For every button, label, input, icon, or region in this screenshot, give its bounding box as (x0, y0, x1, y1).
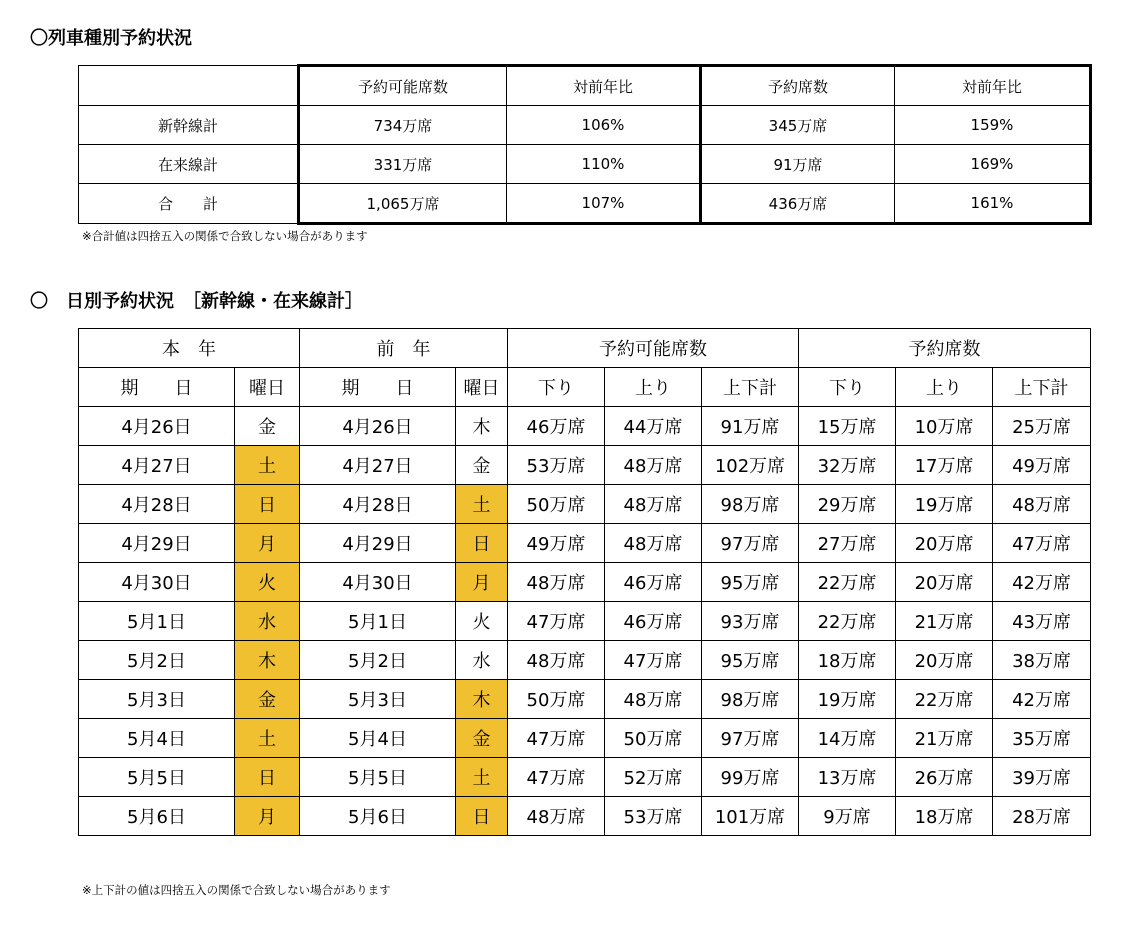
date-cell: 5月5日 (79, 758, 235, 797)
prev-date-cell: 5月2日 (300, 641, 456, 680)
table-cell: 159% (895, 106, 1091, 145)
row-label: 合 計 (79, 184, 299, 224)
available-down-cell: 48万席 (508, 563, 605, 602)
table-cell: 106% (507, 106, 701, 145)
reserved-total-cell: 35万席 (993, 719, 1091, 758)
available-total-cell: 98万席 (702, 485, 799, 524)
weekday-cell: 月 (235, 797, 300, 836)
available-up-cell: 46万席 (605, 563, 702, 602)
reserved-total-cell: 25万席 (993, 407, 1091, 446)
available-down-cell: 48万席 (508, 797, 605, 836)
weekday-cell: 水 (235, 602, 300, 641)
date-cell: 4月28日 (79, 485, 235, 524)
available-down-cell: 50万席 (508, 680, 605, 719)
weekday-cell: 金 (235, 407, 300, 446)
prev-date-cell: 4月29日 (300, 524, 456, 563)
reserved-up-cell: 21万席 (896, 719, 993, 758)
reserved-total-cell: 43万席 (993, 602, 1091, 641)
reserved-down-cell: 22万席 (799, 602, 896, 641)
weekday-cell: 火 (235, 563, 300, 602)
weekday-cell: 日 (235, 758, 300, 797)
prev-weekday-cell: 火 (456, 602, 508, 641)
header-reserved-seats: 予約席数 (799, 329, 1091, 368)
header-cell: 予約席数 (701, 66, 895, 106)
available-total-cell: 97万席 (702, 524, 799, 563)
sub-header-cell: 下り (799, 368, 896, 407)
prev-weekday-cell: 土 (456, 485, 508, 524)
sub-header-cell: 曜日 (456, 368, 508, 407)
table-cell: 161% (895, 184, 1091, 224)
available-down-cell: 47万席 (508, 602, 605, 641)
weekday-cell: 土 (235, 719, 300, 758)
table-cell: 1,065万席 (299, 184, 507, 224)
available-up-cell: 52万席 (605, 758, 702, 797)
reserved-down-cell: 19万席 (799, 680, 896, 719)
table-row (79, 145, 1091, 184)
table-row (79, 563, 1091, 602)
table-row (79, 524, 1091, 563)
date-cell: 5月6日 (79, 797, 235, 836)
prev-date-cell: 4月30日 (300, 563, 456, 602)
date-cell: 5月1日 (79, 602, 235, 641)
available-up-cell: 48万席 (605, 446, 702, 485)
sub-header-row (79, 368, 1091, 407)
weekday-cell: 土 (235, 446, 300, 485)
reserved-down-cell: 22万席 (799, 563, 896, 602)
table-cell: 734万席 (299, 106, 507, 145)
header-cell: 対前年比 (507, 66, 701, 106)
prev-date-cell: 4月27日 (300, 446, 456, 485)
date-cell: 4月26日 (79, 407, 235, 446)
available-up-cell: 50万席 (605, 719, 702, 758)
available-total-cell: 97万席 (702, 719, 799, 758)
prev-weekday-cell: 日 (456, 524, 508, 563)
available-down-cell: 47万席 (508, 719, 605, 758)
daily-reservation-table (78, 328, 1091, 836)
section1-heading: 〇列車種別予約状況 (30, 28, 192, 49)
section1-footnote: ※合計値は四捨五入の関係で合致しない場合があります (82, 229, 368, 243)
table-row (79, 407, 1091, 446)
available-down-cell: 50万席 (508, 485, 605, 524)
table-cell: 110% (507, 145, 701, 184)
sub-header-cell: 曜日 (235, 368, 300, 407)
reserved-total-cell: 49万席 (993, 446, 1091, 485)
reserved-total-cell: 42万席 (993, 563, 1091, 602)
reserved-up-cell: 26万席 (896, 758, 993, 797)
reserved-total-cell: 48万席 (993, 485, 1091, 524)
prev-weekday-cell: 木 (456, 407, 508, 446)
reserved-up-cell: 10万席 (896, 407, 993, 446)
reserved-total-cell: 39万席 (993, 758, 1091, 797)
prev-weekday-cell: 月 (456, 563, 508, 602)
prev-date-cell: 5月5日 (300, 758, 456, 797)
reserved-down-cell: 18万席 (799, 641, 896, 680)
header-cell-blank (79, 66, 299, 106)
available-down-cell: 49万席 (508, 524, 605, 563)
table-cell: 345万席 (701, 106, 895, 145)
table-row (79, 602, 1091, 641)
sub-header-cell: 期 日 (300, 368, 456, 407)
sub-header-cell: 上下計 (702, 368, 799, 407)
available-down-cell: 47万席 (508, 758, 605, 797)
available-up-cell: 48万席 (605, 485, 702, 524)
prev-weekday-cell: 金 (456, 446, 508, 485)
sub-header-cell: 上り (896, 368, 993, 407)
available-total-cell: 99万席 (702, 758, 799, 797)
prev-date-cell: 4月26日 (300, 407, 456, 446)
table-row (79, 758, 1091, 797)
prev-date-cell: 5月4日 (300, 719, 456, 758)
group-header-row (79, 329, 1091, 368)
date-cell: 5月2日 (79, 641, 235, 680)
weekday-cell: 金 (235, 680, 300, 719)
sub-header-cell: 上り (605, 368, 702, 407)
available-total-cell: 95万席 (702, 563, 799, 602)
header-cell: 対前年比 (895, 66, 1091, 106)
prev-date-cell: 4月28日 (300, 485, 456, 524)
sub-header-cell: 上下計 (993, 368, 1091, 407)
table-row (79, 680, 1091, 719)
date-cell: 4月27日 (79, 446, 235, 485)
reserved-up-cell: 20万席 (896, 563, 993, 602)
reserved-down-cell: 9万席 (799, 797, 896, 836)
reserved-up-cell: 20万席 (896, 641, 993, 680)
reserved-down-cell: 13万席 (799, 758, 896, 797)
table-row (79, 719, 1091, 758)
prev-weekday-cell: 木 (456, 680, 508, 719)
reserved-up-cell: 18万席 (896, 797, 993, 836)
reserved-up-cell: 19万席 (896, 485, 993, 524)
available-up-cell: 53万席 (605, 797, 702, 836)
daily-table-body (79, 407, 1091, 836)
reserved-total-cell: 42万席 (993, 680, 1091, 719)
available-total-cell: 95万席 (702, 641, 799, 680)
table-cell: 436万席 (701, 184, 895, 224)
weekday-cell: 日 (235, 485, 300, 524)
table-row (79, 446, 1091, 485)
prev-date-cell: 5月6日 (300, 797, 456, 836)
reserved-down-cell: 32万席 (799, 446, 896, 485)
table-cell: 107% (507, 184, 701, 224)
header-available-seats: 予約可能席数 (508, 329, 799, 368)
available-total-cell: 93万席 (702, 602, 799, 641)
train-type-reservation-table (78, 64, 1092, 225)
prev-weekday-cell: 日 (456, 797, 508, 836)
reserved-up-cell: 17万席 (896, 446, 993, 485)
prev-weekday-cell: 金 (456, 719, 508, 758)
table-row (79, 106, 1091, 145)
available-total-cell: 98万席 (702, 680, 799, 719)
header-cell: 予約可能席数 (299, 66, 507, 106)
available-total-cell: 102万席 (702, 446, 799, 485)
prev-date-cell: 5月1日 (300, 602, 456, 641)
reserved-total-cell: 28万席 (993, 797, 1091, 836)
available-down-cell: 46万席 (508, 407, 605, 446)
table-row (79, 184, 1091, 224)
date-cell: 4月29日 (79, 524, 235, 563)
reserved-down-cell: 14万席 (799, 719, 896, 758)
sub-header-cell: 期 日 (79, 368, 235, 407)
prev-weekday-cell: 土 (456, 758, 508, 797)
row-label: 新幹線計 (79, 106, 299, 145)
reserved-down-cell: 29万席 (799, 485, 896, 524)
row-label: 在来線計 (79, 145, 299, 184)
section2-footnote: ※上下計の値は四捨五入の関係で合致しない場合があります (82, 883, 391, 897)
reserved-down-cell: 15万席 (799, 407, 896, 446)
header-last-year: 前 年 (300, 329, 508, 368)
available-down-cell: 48万席 (508, 641, 605, 680)
available-up-cell: 47万席 (605, 641, 702, 680)
header-this-year: 本 年 (79, 329, 300, 368)
table-row (79, 641, 1091, 680)
date-cell: 5月3日 (79, 680, 235, 719)
reserved-up-cell: 21万席 (896, 602, 993, 641)
available-up-cell: 48万席 (605, 524, 702, 563)
date-cell: 5月4日 (79, 719, 235, 758)
table-header-row (79, 66, 1091, 106)
prev-weekday-cell: 水 (456, 641, 508, 680)
section2-heading: 〇 日別予約状況 ［新幹線・在来線計］ (30, 291, 363, 312)
available-up-cell: 46万席 (605, 602, 702, 641)
reserved-up-cell: 20万席 (896, 524, 993, 563)
weekday-cell: 月 (235, 524, 300, 563)
available-total-cell: 91万席 (702, 407, 799, 446)
weekday-cell: 木 (235, 641, 300, 680)
reserved-down-cell: 27万席 (799, 524, 896, 563)
reserved-up-cell: 22万席 (896, 680, 993, 719)
table-row (79, 797, 1091, 836)
reserved-total-cell: 47万席 (993, 524, 1091, 563)
table-cell: 169% (895, 145, 1091, 184)
table-row (79, 485, 1091, 524)
reserved-total-cell: 38万席 (993, 641, 1091, 680)
available-down-cell: 53万席 (508, 446, 605, 485)
date-cell: 4月30日 (79, 563, 235, 602)
available-total-cell: 101万席 (702, 797, 799, 836)
sub-header-cell: 下り (508, 368, 605, 407)
table-cell: 91万席 (701, 145, 895, 184)
available-up-cell: 48万席 (605, 680, 702, 719)
prev-date-cell: 5月3日 (300, 680, 456, 719)
available-up-cell: 44万席 (605, 407, 702, 446)
table-cell: 331万席 (299, 145, 507, 184)
